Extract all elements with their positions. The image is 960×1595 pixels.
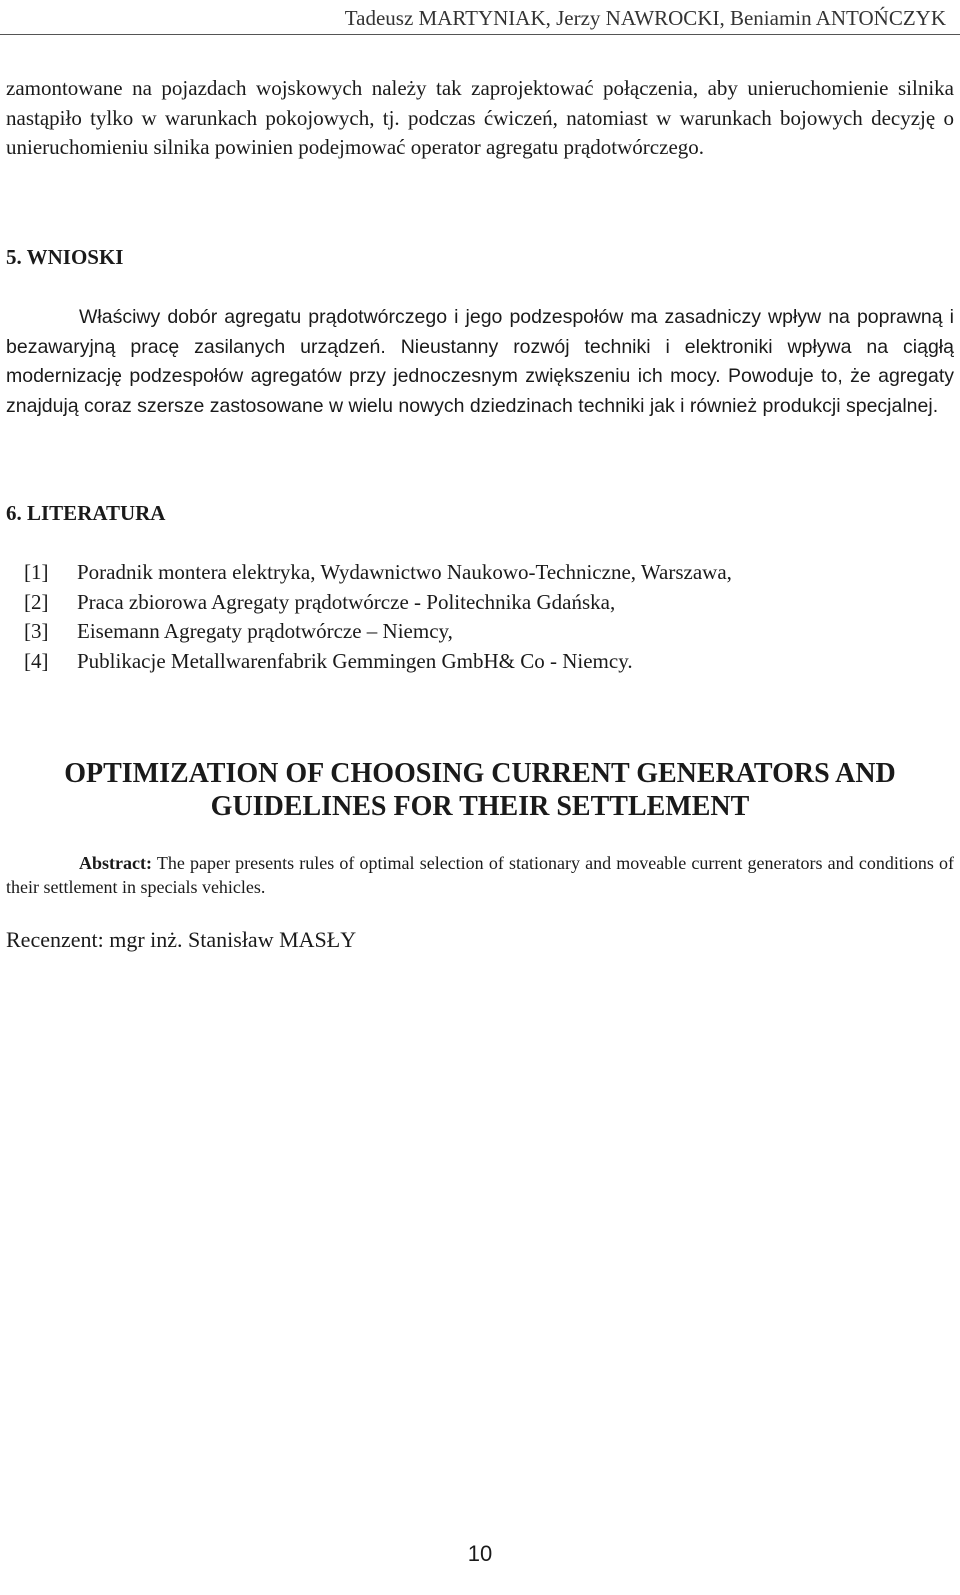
reference-number: [4] [24, 648, 49, 673]
abstract-text: The paper presents rules of optimal selection of stationary and moveable current generators and conditions of their settlement in specials vehicles. [6, 853, 954, 897]
reference-number: [2] [24, 589, 49, 614]
page-number: 10 [467, 1541, 493, 1566]
reference-item [24, 588, 732, 618]
section-heading-references: 6. LITERATURA [6, 501, 166, 525]
reference-text: Praca zbiorowa Agregaty prądotwórcze - Politechnika Gdańska, [77, 589, 616, 614]
english-title-line-2: GUIDELINES FOR THEIR SETTLEMENT [210, 791, 750, 822]
english-title-line-1: OPTIMIZATION OF CHOOSING CURRENT GENERATORS AND [64, 758, 896, 789]
english-title [0, 757, 960, 823]
abstract-paragraph [6, 851, 954, 899]
abstract-label: Abstract: [79, 853, 152, 873]
reference-list [24, 558, 732, 676]
reference-number: [1] [24, 560, 49, 584]
reference-item [24, 617, 732, 647]
running-header-authors: Tadeusz MARTYNIAK, Jerzy NAWROCKI, Beniamin ANTOŃCZYK [344, 6, 946, 30]
reference-item [24, 558, 732, 588]
reference-text: Eisemann Agregaty prądotwórcze – Niemcy, [77, 619, 453, 643]
conclusions-paragraph: Właściwy dobór agregatu prądotwórczego i jego podzespołów ma zasadniczy wpływ na poprawną i bezawaryjną pracę zasilanych urządzeń. Nieustanny rozwój techniki i elektroniki wpływa na ciągłą modernizację podzespołów agregatów przy jednoczesnym zwiększeniu ich mocy. Powoduje to, że agregaty znajdują coraz szersze zastosowane w wielu nowych dziedzinach techniki jak i również produkcji specjalnej. [6, 306, 954, 417]
intro-paragraph: zamontowane na pojazdach wojskowych należy tak zaprojektować połączenia, aby unieruchomienie silnika nastąpiło tylko w warunkach pokojowych, tj. podczas ćwiczeń, natomiast w warunkach bojowych decyzję o unieruchomieniu silnika powinien podejmować operator agregatu prądotwórczego. [6, 76, 954, 159]
section-heading-conclusions: 5. WNIOSKI [6, 245, 124, 269]
header-rule [0, 34, 960, 35]
reference-text: Publikacje Metallwarenfabrik Gemmingen GmbH& Co - Niemcy. [77, 648, 633, 673]
reviewer-line: Recenzent: mgr inż. Stanisław MASŁY [6, 927, 357, 952]
reference-item [24, 647, 732, 677]
reference-text: Poradnik montera elektryka, Wydawnictwo Naukowo-Techniczne, Warszawa, [77, 560, 732, 584]
reference-number: [3] [24, 619, 49, 643]
